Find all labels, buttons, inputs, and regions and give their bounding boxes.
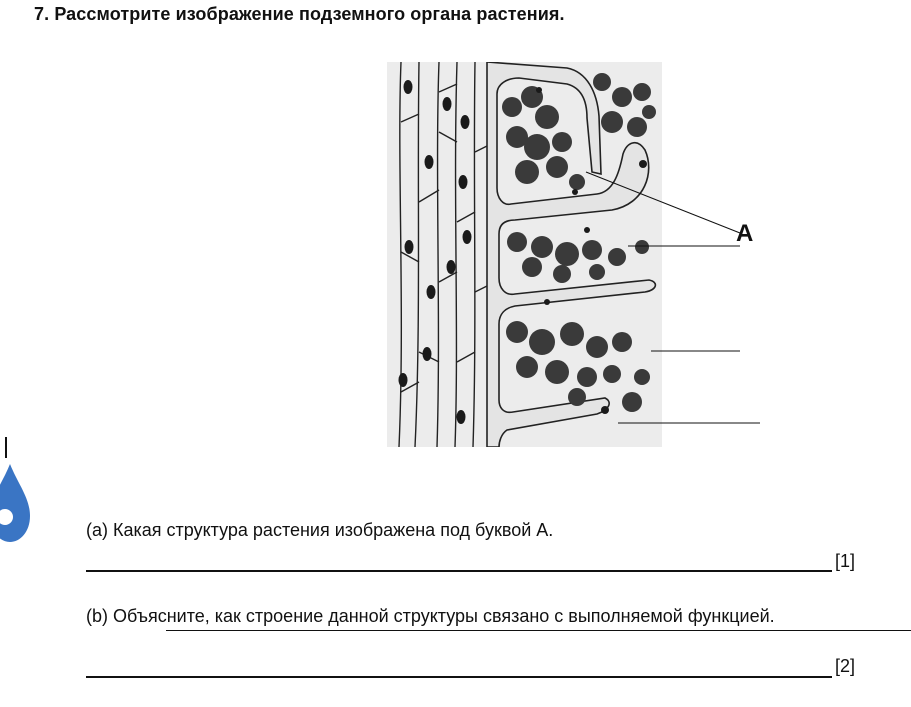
- mark-b: [2]: [835, 656, 856, 676]
- answer-line-a[interactable]: [86, 570, 832, 572]
- underline-b: [166, 630, 911, 631]
- text-cursor: [5, 437, 7, 458]
- question-title: 7. Рассмотрите изображение подземного органа растения.: [34, 4, 565, 24]
- mark-a: [1]: [835, 551, 856, 571]
- question-part-b: (b) Объясните, как строение данной структуры связано с выполняемой функцией.: [86, 606, 775, 626]
- drop-marker-icon[interactable]: [0, 462, 32, 549]
- root-figure: [387, 62, 662, 447]
- question-part-a: (a) Какая структура растения изображена под буквой А.: [86, 520, 554, 540]
- answer-line-b[interactable]: [86, 676, 832, 678]
- figure-label-a: A: [736, 220, 754, 247]
